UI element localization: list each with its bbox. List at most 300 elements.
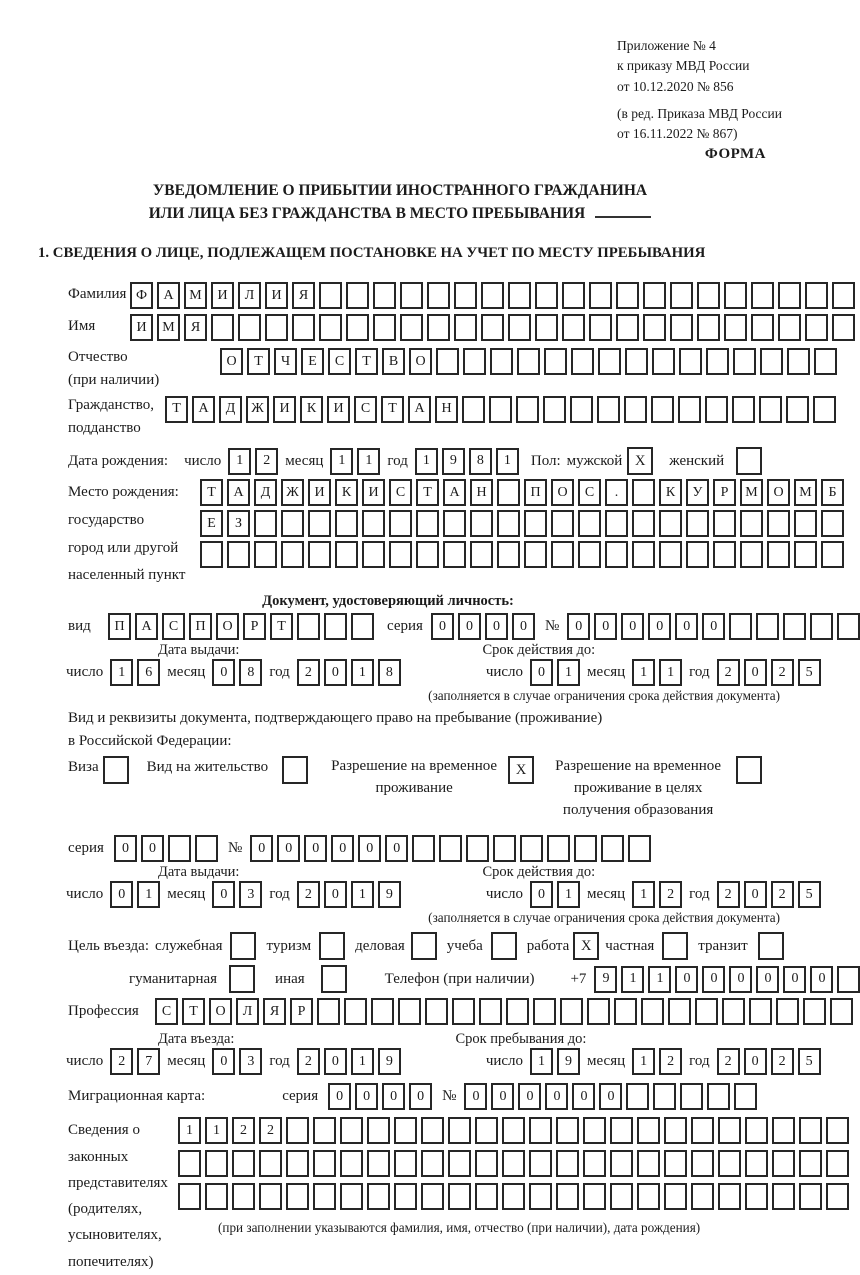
char-cell[interactable] bbox=[416, 510, 439, 537]
char-cell[interactable] bbox=[502, 1150, 525, 1177]
purpose-work-checkbox[interactable]: X bbox=[573, 932, 599, 960]
char-cell[interactable]: Б bbox=[821, 479, 844, 506]
char-cell[interactable] bbox=[810, 613, 833, 640]
char-cell[interactable] bbox=[551, 510, 574, 537]
char-cell[interactable]: . bbox=[605, 479, 628, 506]
char-cell[interactable]: 9 bbox=[557, 1048, 580, 1075]
char-cell[interactable]: И bbox=[362, 479, 385, 506]
char-cell[interactable]: О bbox=[209, 998, 232, 1025]
char-cell[interactable]: 0 bbox=[409, 1083, 432, 1110]
char-cell[interactable]: П bbox=[108, 613, 131, 640]
char-cell[interactable]: Т bbox=[416, 479, 439, 506]
char-cell[interactable]: 0 bbox=[518, 1083, 541, 1110]
char-cell[interactable]: 3 bbox=[239, 1048, 262, 1075]
char-cell[interactable] bbox=[394, 1150, 417, 1177]
char-cell[interactable] bbox=[529, 1117, 552, 1144]
char-cell[interactable] bbox=[813, 396, 836, 423]
char-cell[interactable] bbox=[724, 282, 747, 309]
char-cell[interactable] bbox=[794, 510, 817, 537]
char-cell[interactable]: 0 bbox=[594, 613, 617, 640]
char-cell[interactable] bbox=[605, 541, 628, 568]
char-cell[interactable]: П bbox=[189, 613, 212, 640]
char-cell[interactable] bbox=[578, 510, 601, 537]
char-cell[interactable]: У bbox=[686, 479, 709, 506]
char-cell[interactable] bbox=[760, 348, 783, 375]
char-cell[interactable]: К bbox=[659, 479, 682, 506]
char-cell[interactable] bbox=[400, 314, 423, 341]
char-cell[interactable] bbox=[547, 835, 570, 862]
char-cell[interactable]: 1 bbox=[137, 881, 160, 908]
char-cell[interactable] bbox=[826, 1150, 849, 1177]
char-cell[interactable] bbox=[632, 510, 655, 537]
char-cell[interactable] bbox=[436, 348, 459, 375]
char-cell[interactable] bbox=[562, 314, 585, 341]
char-cell[interactable] bbox=[832, 314, 855, 341]
char-cell[interactable] bbox=[722, 998, 745, 1025]
char-cell[interactable]: 2 bbox=[110, 1048, 133, 1075]
char-cell[interactable] bbox=[616, 282, 639, 309]
char-cell[interactable] bbox=[733, 348, 756, 375]
char-cell[interactable]: 0 bbox=[545, 1083, 568, 1110]
char-cell[interactable] bbox=[691, 1117, 714, 1144]
char-cell[interactable] bbox=[286, 1183, 309, 1210]
char-cell[interactable] bbox=[605, 510, 628, 537]
char-cell[interactable] bbox=[729, 613, 752, 640]
char-cell[interactable] bbox=[443, 541, 466, 568]
char-cell[interactable] bbox=[389, 510, 412, 537]
char-cell[interactable]: 0 bbox=[702, 613, 725, 640]
char-cell[interactable] bbox=[805, 282, 828, 309]
char-cell[interactable] bbox=[344, 998, 367, 1025]
char-cell[interactable] bbox=[745, 1117, 768, 1144]
option-visa-checkbox[interactable] bbox=[103, 756, 129, 784]
char-cell[interactable] bbox=[651, 396, 674, 423]
char-cell[interactable] bbox=[489, 396, 512, 423]
char-cell[interactable] bbox=[610, 1150, 633, 1177]
char-cell[interactable] bbox=[691, 1150, 714, 1177]
char-cell[interactable] bbox=[637, 1150, 660, 1177]
char-cell[interactable]: 5 bbox=[798, 659, 821, 686]
char-cell[interactable]: 1 bbox=[330, 448, 353, 475]
char-cell[interactable] bbox=[759, 396, 782, 423]
char-cell[interactable] bbox=[680, 1083, 703, 1110]
char-cell[interactable] bbox=[351, 613, 374, 640]
char-cell[interactable]: 0 bbox=[675, 966, 698, 993]
char-cell[interactable] bbox=[317, 998, 340, 1025]
char-cell[interactable]: 0 bbox=[212, 1048, 235, 1075]
char-cell[interactable] bbox=[481, 314, 504, 341]
char-cell[interactable] bbox=[462, 396, 485, 423]
char-cell[interactable]: 9 bbox=[594, 966, 617, 993]
char-cell[interactable] bbox=[497, 479, 520, 506]
char-cell[interactable] bbox=[502, 1117, 525, 1144]
char-cell[interactable]: 0 bbox=[464, 1083, 487, 1110]
char-cell[interactable] bbox=[292, 314, 315, 341]
char-cell[interactable] bbox=[751, 282, 774, 309]
char-cell[interactable] bbox=[421, 1150, 444, 1177]
char-cell[interactable] bbox=[814, 348, 837, 375]
char-cell[interactable] bbox=[205, 1183, 228, 1210]
char-cell[interactable]: Р bbox=[243, 613, 266, 640]
char-cell[interactable] bbox=[517, 348, 540, 375]
char-cell[interactable] bbox=[439, 835, 462, 862]
char-cell[interactable]: С bbox=[389, 479, 412, 506]
char-cell[interactable] bbox=[475, 1150, 498, 1177]
char-cell[interactable] bbox=[652, 348, 675, 375]
char-cell[interactable] bbox=[394, 1117, 417, 1144]
char-cell[interactable] bbox=[799, 1183, 822, 1210]
char-cell[interactable] bbox=[367, 1117, 390, 1144]
char-cell[interactable] bbox=[805, 314, 828, 341]
char-cell[interactable] bbox=[837, 966, 860, 993]
char-cell[interactable]: А bbox=[227, 479, 250, 506]
char-cell[interactable]: 1 bbox=[557, 881, 580, 908]
char-cell[interactable] bbox=[470, 541, 493, 568]
char-cell[interactable] bbox=[200, 541, 223, 568]
char-cell[interactable] bbox=[398, 998, 421, 1025]
char-cell[interactable]: 1 bbox=[621, 966, 644, 993]
char-cell[interactable]: 1 bbox=[351, 881, 374, 908]
char-cell[interactable]: К bbox=[335, 479, 358, 506]
purpose-study-checkbox[interactable] bbox=[491, 932, 517, 960]
char-cell[interactable]: 1 bbox=[110, 659, 133, 686]
char-cell[interactable]: 0 bbox=[530, 659, 553, 686]
char-cell[interactable]: 0 bbox=[304, 835, 327, 862]
char-cell[interactable] bbox=[653, 1083, 676, 1110]
char-cell[interactable]: 0 bbox=[744, 659, 767, 686]
char-cell[interactable]: М bbox=[184, 282, 207, 309]
char-cell[interactable] bbox=[497, 541, 520, 568]
char-cell[interactable] bbox=[340, 1117, 363, 1144]
char-cell[interactable]: 2 bbox=[297, 659, 320, 686]
char-cell[interactable] bbox=[286, 1117, 309, 1144]
char-cell[interactable] bbox=[425, 998, 448, 1025]
char-cell[interactable]: 0 bbox=[431, 613, 454, 640]
char-cell[interactable] bbox=[799, 1117, 822, 1144]
char-cell[interactable] bbox=[578, 541, 601, 568]
char-cell[interactable]: 0 bbox=[621, 613, 644, 640]
char-cell[interactable]: И bbox=[211, 282, 234, 309]
char-cell[interactable]: 0 bbox=[212, 659, 235, 686]
char-cell[interactable]: З bbox=[227, 510, 250, 537]
char-cell[interactable]: Р bbox=[713, 479, 736, 506]
char-cell[interactable]: С bbox=[578, 479, 601, 506]
char-cell[interactable]: Т bbox=[381, 396, 404, 423]
char-cell[interactable] bbox=[583, 1150, 606, 1177]
char-cell[interactable]: М bbox=[740, 479, 763, 506]
char-cell[interactable] bbox=[678, 396, 701, 423]
char-cell[interactable]: К bbox=[300, 396, 323, 423]
char-cell[interactable] bbox=[448, 1150, 471, 1177]
char-cell[interactable] bbox=[319, 314, 342, 341]
char-cell[interactable] bbox=[421, 1183, 444, 1210]
char-cell[interactable] bbox=[502, 1183, 525, 1210]
char-cell[interactable] bbox=[232, 1183, 255, 1210]
char-cell[interactable] bbox=[697, 282, 720, 309]
char-cell[interactable]: 8 bbox=[378, 659, 401, 686]
char-cell[interactable] bbox=[778, 282, 801, 309]
char-cell[interactable]: 0 bbox=[675, 613, 698, 640]
char-cell[interactable] bbox=[637, 1117, 660, 1144]
char-cell[interactable]: 6 bbox=[137, 659, 160, 686]
char-cell[interactable]: 8 bbox=[469, 448, 492, 475]
char-cell[interactable] bbox=[589, 314, 612, 341]
char-cell[interactable] bbox=[421, 1117, 444, 1144]
char-cell[interactable] bbox=[745, 1150, 768, 1177]
char-cell[interactable] bbox=[178, 1150, 201, 1177]
char-cell[interactable] bbox=[524, 541, 547, 568]
char-cell[interactable] bbox=[837, 613, 860, 640]
char-cell[interactable]: А bbox=[135, 613, 158, 640]
char-cell[interactable] bbox=[556, 1183, 579, 1210]
char-cell[interactable] bbox=[616, 314, 639, 341]
char-cell[interactable] bbox=[452, 998, 475, 1025]
char-cell[interactable]: 0 bbox=[744, 881, 767, 908]
char-cell[interactable]: 0 bbox=[530, 881, 553, 908]
char-cell[interactable]: О bbox=[220, 348, 243, 375]
char-cell[interactable] bbox=[686, 510, 709, 537]
char-cell[interactable]: Т bbox=[165, 396, 188, 423]
char-cell[interactable] bbox=[705, 396, 728, 423]
char-cell[interactable] bbox=[259, 1183, 282, 1210]
char-cell[interactable] bbox=[319, 282, 342, 309]
char-cell[interactable] bbox=[740, 510, 763, 537]
char-cell[interactable] bbox=[787, 348, 810, 375]
char-cell[interactable] bbox=[427, 282, 450, 309]
char-cell[interactable] bbox=[335, 541, 358, 568]
char-cell[interactable]: 0 bbox=[702, 966, 725, 993]
char-cell[interactable]: 0 bbox=[491, 1083, 514, 1110]
char-cell[interactable]: П bbox=[524, 479, 547, 506]
char-cell[interactable] bbox=[832, 282, 855, 309]
char-cell[interactable]: С bbox=[155, 998, 178, 1025]
char-cell[interactable]: 2 bbox=[717, 881, 740, 908]
char-cell[interactable] bbox=[297, 613, 320, 640]
char-cell[interactable] bbox=[313, 1183, 336, 1210]
char-cell[interactable]: 9 bbox=[442, 448, 465, 475]
char-cell[interactable] bbox=[772, 1183, 795, 1210]
char-cell[interactable] bbox=[830, 998, 853, 1025]
char-cell[interactable]: 5 bbox=[798, 881, 821, 908]
purpose-official-checkbox[interactable] bbox=[230, 932, 256, 960]
char-cell[interactable]: 0 bbox=[382, 1083, 405, 1110]
char-cell[interactable]: 2 bbox=[659, 881, 682, 908]
char-cell[interactable] bbox=[544, 348, 567, 375]
char-cell[interactable]: О bbox=[409, 348, 432, 375]
char-cell[interactable]: 0 bbox=[277, 835, 300, 862]
char-cell[interactable] bbox=[625, 348, 648, 375]
char-cell[interactable] bbox=[454, 314, 477, 341]
char-cell[interactable]: Т bbox=[355, 348, 378, 375]
char-cell[interactable] bbox=[466, 835, 489, 862]
char-cell[interactable] bbox=[529, 1150, 552, 1177]
char-cell[interactable]: 3 bbox=[239, 881, 262, 908]
char-cell[interactable]: О bbox=[767, 479, 790, 506]
char-cell[interactable] bbox=[745, 1183, 768, 1210]
char-cell[interactable]: Ж bbox=[246, 396, 269, 423]
char-cell[interactable]: Д bbox=[219, 396, 242, 423]
char-cell[interactable] bbox=[794, 541, 817, 568]
char-cell[interactable]: 0 bbox=[358, 835, 381, 862]
char-cell[interactable] bbox=[308, 541, 331, 568]
char-cell[interactable] bbox=[362, 541, 385, 568]
char-cell[interactable] bbox=[624, 396, 647, 423]
char-cell[interactable] bbox=[803, 998, 826, 1025]
char-cell[interactable]: Е bbox=[200, 510, 223, 537]
char-cell[interactable] bbox=[371, 998, 394, 1025]
char-cell[interactable] bbox=[583, 1117, 606, 1144]
char-cell[interactable] bbox=[632, 541, 655, 568]
sex-female-checkbox[interactable] bbox=[736, 447, 762, 475]
char-cell[interactable] bbox=[756, 613, 779, 640]
char-cell[interactable]: Ж bbox=[281, 479, 304, 506]
purpose-other-checkbox[interactable] bbox=[321, 965, 347, 993]
char-cell[interactable]: Я bbox=[184, 314, 207, 341]
char-cell[interactable]: А bbox=[192, 396, 215, 423]
char-cell[interactable] bbox=[597, 396, 620, 423]
char-cell[interactable] bbox=[211, 314, 234, 341]
char-cell[interactable] bbox=[610, 1183, 633, 1210]
char-cell[interactable] bbox=[412, 835, 435, 862]
char-cell[interactable] bbox=[772, 1150, 795, 1177]
char-cell[interactable] bbox=[664, 1150, 687, 1177]
char-cell[interactable] bbox=[670, 282, 693, 309]
char-cell[interactable] bbox=[574, 835, 597, 862]
char-cell[interactable] bbox=[373, 282, 396, 309]
char-cell[interactable] bbox=[826, 1117, 849, 1144]
char-cell[interactable] bbox=[346, 314, 369, 341]
char-cell[interactable] bbox=[286, 1150, 309, 1177]
char-cell[interactable] bbox=[767, 510, 790, 537]
char-cell[interactable] bbox=[643, 282, 666, 309]
sex-male-checkbox[interactable]: X bbox=[627, 447, 653, 475]
char-cell[interactable] bbox=[587, 998, 610, 1025]
char-cell[interactable]: С bbox=[354, 396, 377, 423]
char-cell[interactable]: 0 bbox=[567, 613, 590, 640]
char-cell[interactable]: 9 bbox=[378, 881, 401, 908]
char-cell[interactable] bbox=[610, 1117, 633, 1144]
char-cell[interactable]: 8 bbox=[239, 659, 262, 686]
char-cell[interactable]: 1 bbox=[659, 659, 682, 686]
char-cell[interactable]: И bbox=[130, 314, 153, 341]
char-cell[interactable] bbox=[367, 1183, 390, 1210]
char-cell[interactable] bbox=[718, 1183, 741, 1210]
char-cell[interactable]: 1 bbox=[632, 1048, 655, 1075]
char-cell[interactable]: А bbox=[443, 479, 466, 506]
char-cell[interactable] bbox=[529, 1183, 552, 1210]
char-cell[interactable]: С bbox=[162, 613, 185, 640]
purpose-tourism-checkbox[interactable] bbox=[319, 932, 345, 960]
char-cell[interactable]: 0 bbox=[729, 966, 752, 993]
char-cell[interactable] bbox=[308, 510, 331, 537]
char-cell[interactable] bbox=[556, 1150, 579, 1177]
char-cell[interactable] bbox=[373, 314, 396, 341]
char-cell[interactable]: 2 bbox=[771, 881, 794, 908]
char-cell[interactable] bbox=[195, 835, 218, 862]
char-cell[interactable] bbox=[707, 1083, 730, 1110]
char-cell[interactable]: 0 bbox=[599, 1083, 622, 1110]
char-cell[interactable]: Л bbox=[238, 282, 261, 309]
char-cell[interactable] bbox=[524, 510, 547, 537]
char-cell[interactable] bbox=[706, 348, 729, 375]
char-cell[interactable]: 2 bbox=[232, 1117, 255, 1144]
char-cell[interactable] bbox=[695, 998, 718, 1025]
char-cell[interactable]: 0 bbox=[485, 613, 508, 640]
char-cell[interactable] bbox=[556, 1117, 579, 1144]
char-cell[interactable]: 0 bbox=[114, 835, 137, 862]
char-cell[interactable]: А bbox=[408, 396, 431, 423]
char-cell[interactable] bbox=[772, 1117, 795, 1144]
char-cell[interactable] bbox=[664, 1183, 687, 1210]
char-cell[interactable]: М bbox=[157, 314, 180, 341]
char-cell[interactable] bbox=[520, 835, 543, 862]
char-cell[interactable]: 0 bbox=[810, 966, 833, 993]
char-cell[interactable] bbox=[313, 1150, 336, 1177]
char-cell[interactable] bbox=[643, 314, 666, 341]
char-cell[interactable]: 1 bbox=[632, 881, 655, 908]
char-cell[interactable] bbox=[679, 348, 702, 375]
char-cell[interactable]: И bbox=[273, 396, 296, 423]
char-cell[interactable]: Т bbox=[182, 998, 205, 1025]
char-cell[interactable] bbox=[535, 282, 558, 309]
char-cell[interactable] bbox=[389, 541, 412, 568]
char-cell[interactable]: 1 bbox=[205, 1117, 228, 1144]
char-cell[interactable]: А bbox=[157, 282, 180, 309]
char-cell[interactable]: Н bbox=[470, 479, 493, 506]
char-cell[interactable] bbox=[259, 1150, 282, 1177]
char-cell[interactable] bbox=[479, 998, 502, 1025]
char-cell[interactable] bbox=[493, 835, 516, 862]
char-cell[interactable] bbox=[786, 396, 809, 423]
char-cell[interactable]: 0 bbox=[324, 659, 347, 686]
char-cell[interactable] bbox=[713, 541, 736, 568]
char-cell[interactable] bbox=[543, 396, 566, 423]
char-cell[interactable] bbox=[367, 1150, 390, 1177]
char-cell[interactable]: 1 bbox=[632, 659, 655, 686]
char-cell[interactable]: И bbox=[265, 282, 288, 309]
char-cell[interactable]: 9 bbox=[378, 1048, 401, 1075]
char-cell[interactable] bbox=[751, 314, 774, 341]
char-cell[interactable] bbox=[454, 282, 477, 309]
char-cell[interactable] bbox=[227, 541, 250, 568]
char-cell[interactable] bbox=[533, 998, 556, 1025]
purpose-business-checkbox[interactable] bbox=[411, 932, 437, 960]
char-cell[interactable]: 0 bbox=[141, 835, 164, 862]
char-cell[interactable]: 0 bbox=[324, 1048, 347, 1075]
char-cell[interactable] bbox=[168, 835, 191, 862]
char-cell[interactable] bbox=[637, 1183, 660, 1210]
char-cell[interactable] bbox=[691, 1183, 714, 1210]
char-cell[interactable] bbox=[497, 510, 520, 537]
char-cell[interactable] bbox=[598, 348, 621, 375]
char-cell[interactable] bbox=[767, 541, 790, 568]
char-cell[interactable]: Н bbox=[435, 396, 458, 423]
purpose-humanitarian-checkbox[interactable] bbox=[229, 965, 255, 993]
char-cell[interactable] bbox=[448, 1183, 471, 1210]
char-cell[interactable]: 2 bbox=[717, 1048, 740, 1075]
char-cell[interactable]: С bbox=[328, 348, 351, 375]
char-cell[interactable] bbox=[583, 1183, 606, 1210]
char-cell[interactable]: Е bbox=[301, 348, 324, 375]
char-cell[interactable]: Д bbox=[254, 479, 277, 506]
char-cell[interactable] bbox=[659, 541, 682, 568]
char-cell[interactable]: 0 bbox=[355, 1083, 378, 1110]
char-cell[interactable]: 0 bbox=[110, 881, 133, 908]
char-cell[interactable]: 2 bbox=[297, 881, 320, 908]
char-cell[interactable] bbox=[340, 1183, 363, 1210]
char-cell[interactable]: 0 bbox=[212, 881, 235, 908]
char-cell[interactable] bbox=[718, 1150, 741, 1177]
